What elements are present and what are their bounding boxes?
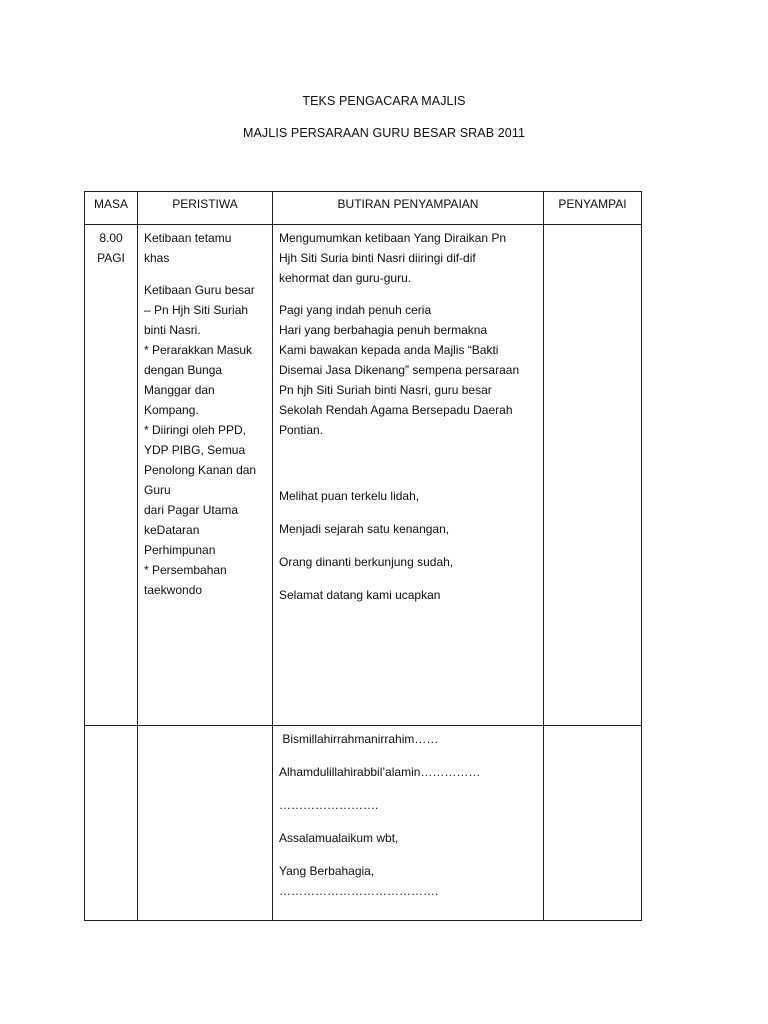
- table-row: [85, 726, 642, 921]
- masa-period: PAGI: [97, 251, 125, 265]
- peristiwa-line: taekwondo: [144, 583, 203, 597]
- pantun-line: Orang dinanti berkunjung sudah,: [279, 555, 454, 569]
- peristiwa-line: Perhimpunan: [144, 543, 216, 557]
- opening-line: ………………………………….: [279, 884, 439, 898]
- peristiwa-line: – Pn Hjh Siti Suriah: [144, 303, 249, 317]
- verse-line: Pn hjh Siti Suriah binti Nasri, guru besar: [279, 383, 492, 397]
- pantun-line: Menjadi sejarah satu kenangan,: [279, 522, 450, 536]
- butiran-cell: [273, 225, 544, 726]
- peristiwa-line: khas: [144, 251, 170, 265]
- opening-line: Yang Berbahagia,: [279, 864, 375, 878]
- announcement-line: Hjh Siti Suria binti Nasri diiringi dif-dif: [279, 251, 476, 265]
- peristiwa-line: YDP PIBG, Semua: [144, 443, 246, 457]
- verse-line: Sekolah Rendah Agama Bersepadu Daerah: [279, 403, 513, 417]
- opening-line: Assalamualaikum wbt,: [279, 831, 399, 845]
- butiran-cell: [273, 726, 544, 921]
- penyampai-cell: [544, 225, 642, 726]
- announcement-line: kehormat dan guru-guru.: [279, 271, 412, 285]
- verse-line: Disemai Jasa Dikenang” sempena persaraan: [279, 363, 520, 377]
- peristiwa-line: Guru: [144, 483, 171, 497]
- document-title: TEKS PENGACARA MAJLIS: [302, 94, 466, 108]
- peristiwa-line: Manggar dan: [144, 383, 215, 397]
- peristiwa-line: keDataran: [144, 523, 200, 537]
- program-table: [84, 191, 642, 921]
- header-peristiwa: [138, 192, 273, 225]
- announcement-line: Mengumumkan ketibaan Yang Diraikan Pn: [279, 231, 507, 245]
- header-penyampai-label: PENYAMPAI: [558, 197, 627, 211]
- peristiwa-line: * Persembahan: [144, 563, 227, 577]
- table-header-row: [85, 192, 642, 225]
- peristiwa-line: * Perarakkan Masuk: [144, 343, 253, 357]
- opening-line: Alhamdulillahirabbil’alamin……………: [279, 765, 481, 779]
- pantun-line: Selamat datang kami ucapkan: [279, 588, 441, 602]
- opening-line: …………………….: [279, 798, 379, 812]
- header-masa: [85, 192, 138, 225]
- masa-cell: [85, 726, 138, 921]
- peristiwa-line: * Diiringi oleh PPD,: [144, 423, 247, 437]
- peristiwa-line: dari Pagar Utama: [144, 503, 239, 517]
- header-butiran: [273, 192, 544, 225]
- masa-cell: [85, 225, 138, 726]
- header-peristiwa-label: PERISTIWA: [172, 197, 238, 211]
- penyampai-cell: [544, 726, 642, 921]
- document-subtitle: MAJLIS PERSARAAN GURU BESAR SRAB 2011: [242, 126, 526, 140]
- pantun-line: Melihat puan terkelu lidah,: [279, 489, 420, 503]
- peristiwa-cell: [138, 726, 273, 921]
- peristiwa-line: Kompang.: [144, 403, 199, 417]
- peristiwa-line: Ketibaan Guru besar: [144, 283, 255, 297]
- header-penyampai: [544, 192, 642, 225]
- opening-line: Bismillahirrahmanirrahim……: [279, 732, 439, 746]
- peristiwa-cell: [138, 225, 273, 726]
- header-masa-label: MASA: [93, 197, 128, 211]
- verse-line: Pontian.: [279, 423, 324, 437]
- peristiwa-line: Ketibaan tetamu: [144, 231, 232, 245]
- verse-line: Kami bawakan kepada anda Majlis “Bakti: [279, 343, 499, 357]
- peristiwa-line: binti Nasri.: [144, 323, 201, 337]
- masa-time: 8.00: [99, 231, 123, 245]
- peristiwa-line: Penolong Kanan dan: [144, 463, 257, 477]
- verse-line: Hari yang berbahagia penuh bermakna: [279, 323, 488, 337]
- header-butiran-label: BUTIRAN PENYAMPAIAN: [337, 197, 479, 211]
- peristiwa-line: dengan Bunga: [144, 363, 223, 377]
- verse-line: Pagi yang indah penuh ceria: [279, 303, 432, 317]
- table-row: [85, 225, 642, 726]
